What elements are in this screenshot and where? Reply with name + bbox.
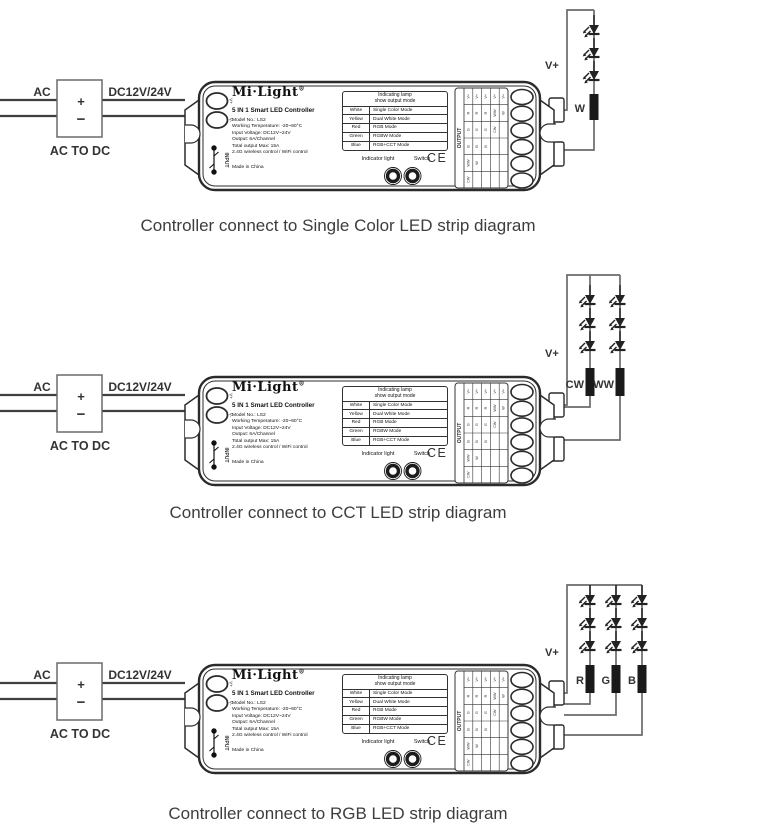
ac-dc-converter — [57, 663, 102, 720]
svg-text:B: B — [475, 440, 480, 443]
indicator-table-row: Red RGB Mode — [343, 124, 447, 133]
minus-sign: − — [76, 694, 86, 711]
svg-text:V+: V+ — [475, 93, 480, 99]
ce-mark: CE — [427, 734, 448, 748]
led-icon — [579, 631, 596, 653]
led-icon — [609, 285, 626, 307]
spec-line: Input Voltage: DC12V~24V — [232, 713, 291, 719]
svg-text:CW: CW — [492, 709, 497, 716]
ac-dc-converter — [57, 375, 102, 432]
spec-line: Model No.: LS2 — [232, 118, 266, 123]
indicator-table-row: Blue RGB+CCT Mode — [343, 725, 447, 733]
svg-text:WW: WW — [466, 454, 471, 462]
svg-text:W: W — [501, 406, 506, 410]
indicator-table-header: Indicating lamp show output mode — [343, 387, 447, 402]
svg-text:G: G — [466, 128, 471, 132]
indicator-table-row: Yellow Dual White Mode — [343, 698, 447, 707]
plus-sign: + — [77, 677, 85, 692]
indicator-table-row: Red RGB Mode — [343, 419, 447, 428]
indicator-table-row: Red RGB Mode — [343, 707, 447, 716]
svg-text:R: R — [484, 111, 488, 115]
svg-text:G: G — [466, 711, 471, 715]
spec-line: Working Temperature: -20~60°C — [232, 419, 303, 425]
svg-text:V+: V+ — [492, 388, 497, 394]
product-name: 5 IN 1 Smart LED Controller — [232, 690, 315, 697]
brand-logo: Mi·Light® — [232, 85, 305, 100]
ac-to-dc-label: AC TO DC — [49, 727, 111, 741]
output-label: OUTPUT — [457, 127, 463, 149]
ce-mark: CE — [427, 151, 448, 165]
svg-text:W: W — [475, 161, 480, 165]
svg-text:R: R — [466, 111, 471, 115]
switch-label: Switch — [413, 739, 431, 745]
svg-text:B: B — [484, 728, 488, 731]
svg-text:V+: V+ — [475, 388, 480, 394]
resistor — [612, 665, 621, 693]
svg-text:CW: CW — [466, 759, 471, 766]
input-vplus-label: V+ — [228, 98, 234, 104]
dc-voltage-label: DC12V/24V — [108, 668, 172, 682]
spec-line: Output: 6A/Channel — [232, 432, 275, 438]
svg-text:WW: WW — [492, 109, 497, 117]
channel-label: R — [576, 675, 584, 687]
diagram-caption: Controller connect to Single Color LED strip diagram — [140, 216, 536, 235]
indicator-mode-table — [342, 674, 448, 734]
indicator-table-row: Yellow Dual White Mode — [343, 115, 447, 124]
spec-line: Input Voltage: DC12V~24V — [232, 425, 291, 431]
svg-text:V+: V+ — [466, 93, 471, 99]
diagram-cct — [0, 250, 773, 535]
controller-slot — [183, 78, 565, 196]
left-mount-slot — [185, 420, 200, 438]
product-name: 5 IN 1 Smart LED Controller — [232, 107, 315, 114]
led-icon — [579, 285, 596, 307]
indicator-table-header: Indicating lamp show output mode — [343, 92, 447, 107]
led-icon — [631, 608, 648, 630]
svg-text:B: B — [484, 440, 488, 443]
input-vminus-label: V- — [228, 412, 234, 418]
channel-label: G — [601, 675, 610, 687]
channel-wire — [564, 585, 642, 735]
led-icon — [579, 331, 596, 353]
vplus-label: V+ — [545, 647, 559, 659]
input-vplus-label: V+ — [228, 393, 234, 399]
led-controller — [183, 373, 565, 491]
output-label: OUTPUT — [457, 710, 463, 732]
svg-text:V+: V+ — [466, 388, 471, 394]
svg-text:G: G — [484, 423, 488, 427]
indicator-table-row: Blue RGB+CCT Mode — [343, 142, 447, 150]
svg-text:V+: V+ — [501, 388, 506, 394]
svg-text:W: W — [501, 694, 506, 698]
resistor — [616, 368, 625, 396]
minus-sign: − — [76, 406, 86, 423]
indicator-table-header: Indicating lamp show output mode — [343, 675, 447, 690]
svg-text:V+: V+ — [484, 93, 488, 99]
svg-text:G: G — [466, 423, 471, 427]
spec-line: Total output Max: 15A — [232, 726, 280, 732]
svg-text:V+: V+ — [475, 676, 480, 682]
led-icon — [579, 585, 596, 607]
led-controller — [183, 78, 565, 196]
svg-text:G: G — [475, 423, 480, 427]
indicator-mode-table — [342, 91, 448, 151]
svg-text:W: W — [475, 456, 480, 460]
svg-text:G: G — [484, 128, 488, 132]
indicator-table-row: Green RGBW Mode — [343, 133, 447, 142]
svg-text:WW: WW — [466, 159, 471, 167]
svg-text:R: R — [466, 694, 471, 698]
svg-text:R: R — [475, 694, 480, 698]
spec-line: Model No.: LS2 — [232, 701, 266, 706]
svg-text:B: B — [466, 728, 471, 731]
ac-label: AC — [33, 668, 51, 682]
indicator-light-label: Indicator light — [361, 451, 395, 457]
led-icon — [583, 61, 600, 83]
svg-text:CW: CW — [492, 421, 497, 428]
svg-text:G: G — [484, 711, 488, 715]
output-matrix — [455, 383, 508, 483]
svg-text:R: R — [475, 406, 480, 410]
indicator-mode-table — [342, 386, 448, 446]
led-icon — [631, 631, 648, 653]
spec-line: 2.4G wireless control / WiFi control — [232, 445, 308, 451]
spec-line: Working Temperature: -20~60°C — [232, 124, 303, 130]
left-mount-slot — [185, 708, 200, 726]
diagram-caption: Controller connect to CCT LED strip diagram — [169, 503, 507, 522]
made-in-label: Made in China — [232, 165, 264, 170]
ac-to-dc-label: AC TO DC — [49, 439, 111, 453]
right-mount-slot — [540, 124, 556, 142]
svg-text:V+: V+ — [501, 676, 506, 682]
indicator-table-row: White Single Color Mode — [343, 402, 447, 411]
spec-line: 2.4G wireless control / WiFi control — [232, 150, 308, 156]
spec-line: Working Temperature: -20~60°C — [232, 707, 303, 713]
led-icon — [605, 585, 622, 607]
svg-text:WW: WW — [492, 692, 497, 700]
svg-text:W: W — [475, 744, 480, 748]
indicator-table-row: Green RGBW Mode — [343, 716, 447, 725]
output-label: OUTPUT — [457, 422, 463, 444]
right-mount-slot — [540, 419, 556, 437]
input-vplus-label: V+ — [228, 681, 234, 687]
spec-line: 2.4G wireless control / WiFi control — [232, 733, 308, 739]
spec-line: Input Voltage: DC12V~24V — [232, 130, 291, 136]
spec-list — [232, 118, 308, 157]
diagram-caption: Controller connect to RGB LED strip diagram — [168, 804, 508, 823]
svg-text:CW: CW — [466, 471, 471, 478]
led-icon — [609, 308, 626, 330]
svg-text:B: B — [466, 145, 471, 148]
input-vminus-label: V- — [228, 117, 234, 123]
ac-label: AC — [33, 380, 51, 394]
ac-dc-converter — [57, 80, 102, 137]
switch-label: Switch — [413, 156, 431, 162]
led-icon — [583, 38, 600, 60]
vplus-label: V+ — [545, 348, 559, 360]
plus-sign: + — [77, 94, 85, 109]
indicator-light-label: Indicator light — [361, 739, 395, 745]
svg-text:WW: WW — [466, 742, 471, 750]
input-label: INPUT — [223, 735, 229, 751]
channel-label: W — [574, 103, 585, 115]
svg-text:V+: V+ — [484, 676, 488, 682]
led-icon — [579, 608, 596, 630]
svg-text:R: R — [466, 406, 471, 410]
svg-text:V+: V+ — [466, 676, 471, 682]
svg-text:V+: V+ — [492, 93, 497, 99]
svg-text:B: B — [475, 145, 480, 148]
ac-label: AC — [33, 85, 51, 99]
dc-voltage-label: DC12V/24V — [108, 85, 172, 99]
spec-list — [232, 413, 308, 452]
made-in-label: Made in China — [232, 748, 264, 753]
minus-sign: − — [76, 111, 86, 128]
channel-label: WW — [593, 379, 614, 391]
spec-line: Total output Max: 15A — [232, 143, 280, 149]
ac-to-dc-label: AC TO DC — [49, 144, 111, 158]
channel-label: CW — [565, 379, 584, 391]
led-icon — [609, 331, 626, 353]
svg-text:G: G — [475, 128, 480, 132]
spec-line: Output: 6A/Channel — [232, 720, 275, 726]
resistor — [590, 94, 599, 120]
svg-text:R: R — [484, 694, 488, 698]
channel-label: B — [628, 675, 636, 687]
input-label: INPUT — [223, 152, 229, 168]
svg-text:G: G — [475, 711, 480, 715]
svg-text:WW: WW — [492, 404, 497, 412]
led-icon — [583, 15, 600, 37]
brand-logo: Mi·Light® — [232, 380, 305, 395]
output-matrix — [455, 88, 508, 188]
product-name: 5 IN 1 Smart LED Controller — [232, 402, 315, 409]
indicator-table-row: Yellow Dual White Mode — [343, 410, 447, 419]
plus-sign: + — [77, 389, 85, 404]
indicator-table-row: Green RGBW Mode — [343, 428, 447, 437]
left-mount-slot — [185, 125, 200, 143]
resistor — [638, 665, 647, 693]
vplus-label: V+ — [545, 60, 559, 72]
svg-text:V+: V+ — [484, 388, 488, 394]
indicator-table-row: White Single Color Mode — [343, 690, 447, 699]
spec-line: Output: 6A/Channel — [232, 137, 275, 143]
indicator-light-label: Indicator light — [361, 156, 395, 162]
svg-text:R: R — [475, 111, 480, 115]
ce-mark: CE — [427, 446, 448, 460]
input-vminus-label: V- — [228, 700, 234, 706]
output-matrix — [455, 671, 508, 771]
svg-text:CW: CW — [492, 126, 497, 133]
svg-text:W: W — [501, 111, 506, 115]
switch-label: Switch — [413, 451, 431, 457]
led-icon — [579, 308, 596, 330]
diagram-single-color — [0, 0, 773, 250]
led-icon — [631, 585, 648, 607]
led-icon — [605, 631, 622, 653]
spec-line: Model No.: LS2 — [232, 413, 266, 418]
led-controller — [183, 661, 565, 779]
svg-text:V+: V+ — [492, 676, 497, 682]
controller-slot — [183, 661, 565, 779]
led-icon — [605, 608, 622, 630]
brand-logo: Mi·Light® — [232, 668, 305, 683]
indicator-table-row: Blue RGB+CCT Mode — [343, 437, 447, 445]
svg-text:B: B — [484, 145, 488, 148]
svg-text:V+: V+ — [501, 93, 506, 99]
svg-text:CW: CW — [466, 176, 471, 183]
right-mount-slot — [540, 707, 556, 725]
svg-text:R: R — [484, 406, 488, 410]
made-in-label: Made in China — [232, 460, 264, 465]
dc-voltage-label: DC12V/24V — [108, 380, 172, 394]
resistor — [586, 665, 595, 693]
indicator-table-row: White Single Color Mode — [343, 107, 447, 116]
svg-text:B: B — [475, 728, 480, 731]
spec-line: Total output Max: 15A — [232, 438, 280, 444]
controller-slot — [183, 373, 565, 491]
spec-list — [232, 701, 308, 740]
svg-text:B: B — [466, 440, 471, 443]
diagram-rgb — [0, 535, 773, 836]
input-label: INPUT — [223, 447, 229, 463]
